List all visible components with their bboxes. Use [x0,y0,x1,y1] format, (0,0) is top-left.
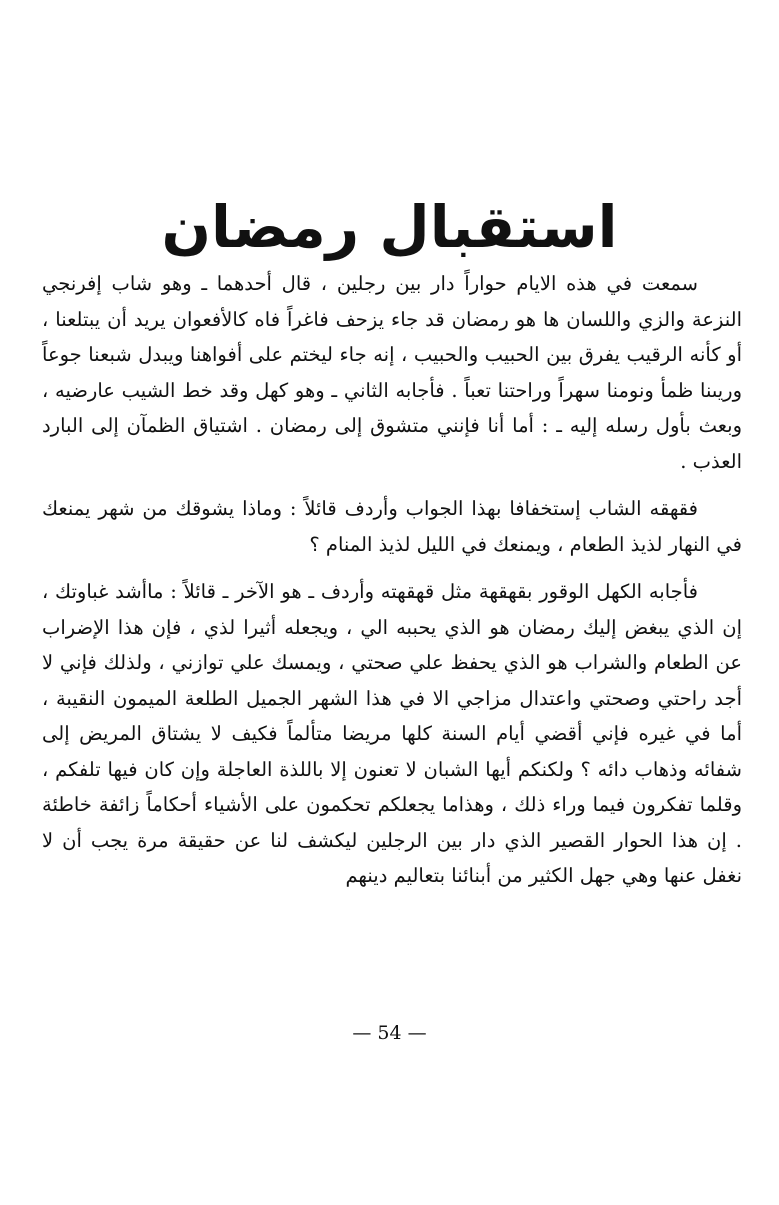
page-number: — 54 — [352,1022,427,1044]
paragraph-2: فقهقه الشاب إستخفافا بهذا الجواب وأردف قائلاً : وماذا يشوقك من شهر يمنعك في النهار لذيذ الطعام ، ويمنعك في الليل لذيذ المنام ؟ [42,497,742,556]
chapter-title: استقبال رمضان [161,192,618,261]
chapter-body [42,266,742,894]
paragraph-1: سمعت في هذه الايام حواراً دار بين رجلين ، قال أحدهما ـ وهو شاب إفرنجي النزعة والزي واللسان ها هو رمضان قد جاء يزحف فاغراً فاه كالأفعوان يريد أن يبتلعنا ، أو كأنه الرقيب يفرق بين الحبيب والحبيب ، إنه جاء ليختم على أفواهنا ويبدل شبعنا جوعاً وريىنا ظمأ ونومنا سهراً وراحتنا تعباً . فأجابه الثاني ـ وهو كهل وقد خط الشيب عارضيه ، وبعث بأول رسله إليه ـ : أما أنا فإنني متشوق إلى رمضان . اشتياق الظمآن إلى البارد العذب . [42,272,742,473]
paragraph-3: فأجابه الكهل الوقور بقهقهة مثل قهقهته وأردف ـ هو الآخر ـ قائلاً : ماأشد غباوتك ، إن الذي يبغض إليك رمضان هو الذي يحببه الي ، ويجعله أثيرا لذي ، فإن هذا الإضراب عن الطعام والشراب هو الذي يحفظ علي صحتي ، ويمسك علي توازني ، ولذلك فإني لا أجد راحتي وصحتي واعتدال مزاجي الا في هذا الشهر الجميل الطلعة الميمون النقيبة ، أما في غيره فإني أقضي أيام السنة كلها مريضا متألماً فكيف لا يشتاق المريض إلى شفائه وذهاب دائه ؟ ولكنكم أيها الشبان لا تعنون إلا باللذة العاجلة وإن كان فيها تلفكم ، وقلما تفكرون فيما وراء ذلك ، وهذاما يجعلكم تحكمون على الأشياء أحكاماً زائفة خاطئة . إن هذا الحوار القصير الذي دار بين الرجلين ليكشف لنا عن حقيقة مرة يجب أن لا نغفل عنها وهي جهل الكثير من أبنائنا بتعاليم دينهم [42,580,742,887]
